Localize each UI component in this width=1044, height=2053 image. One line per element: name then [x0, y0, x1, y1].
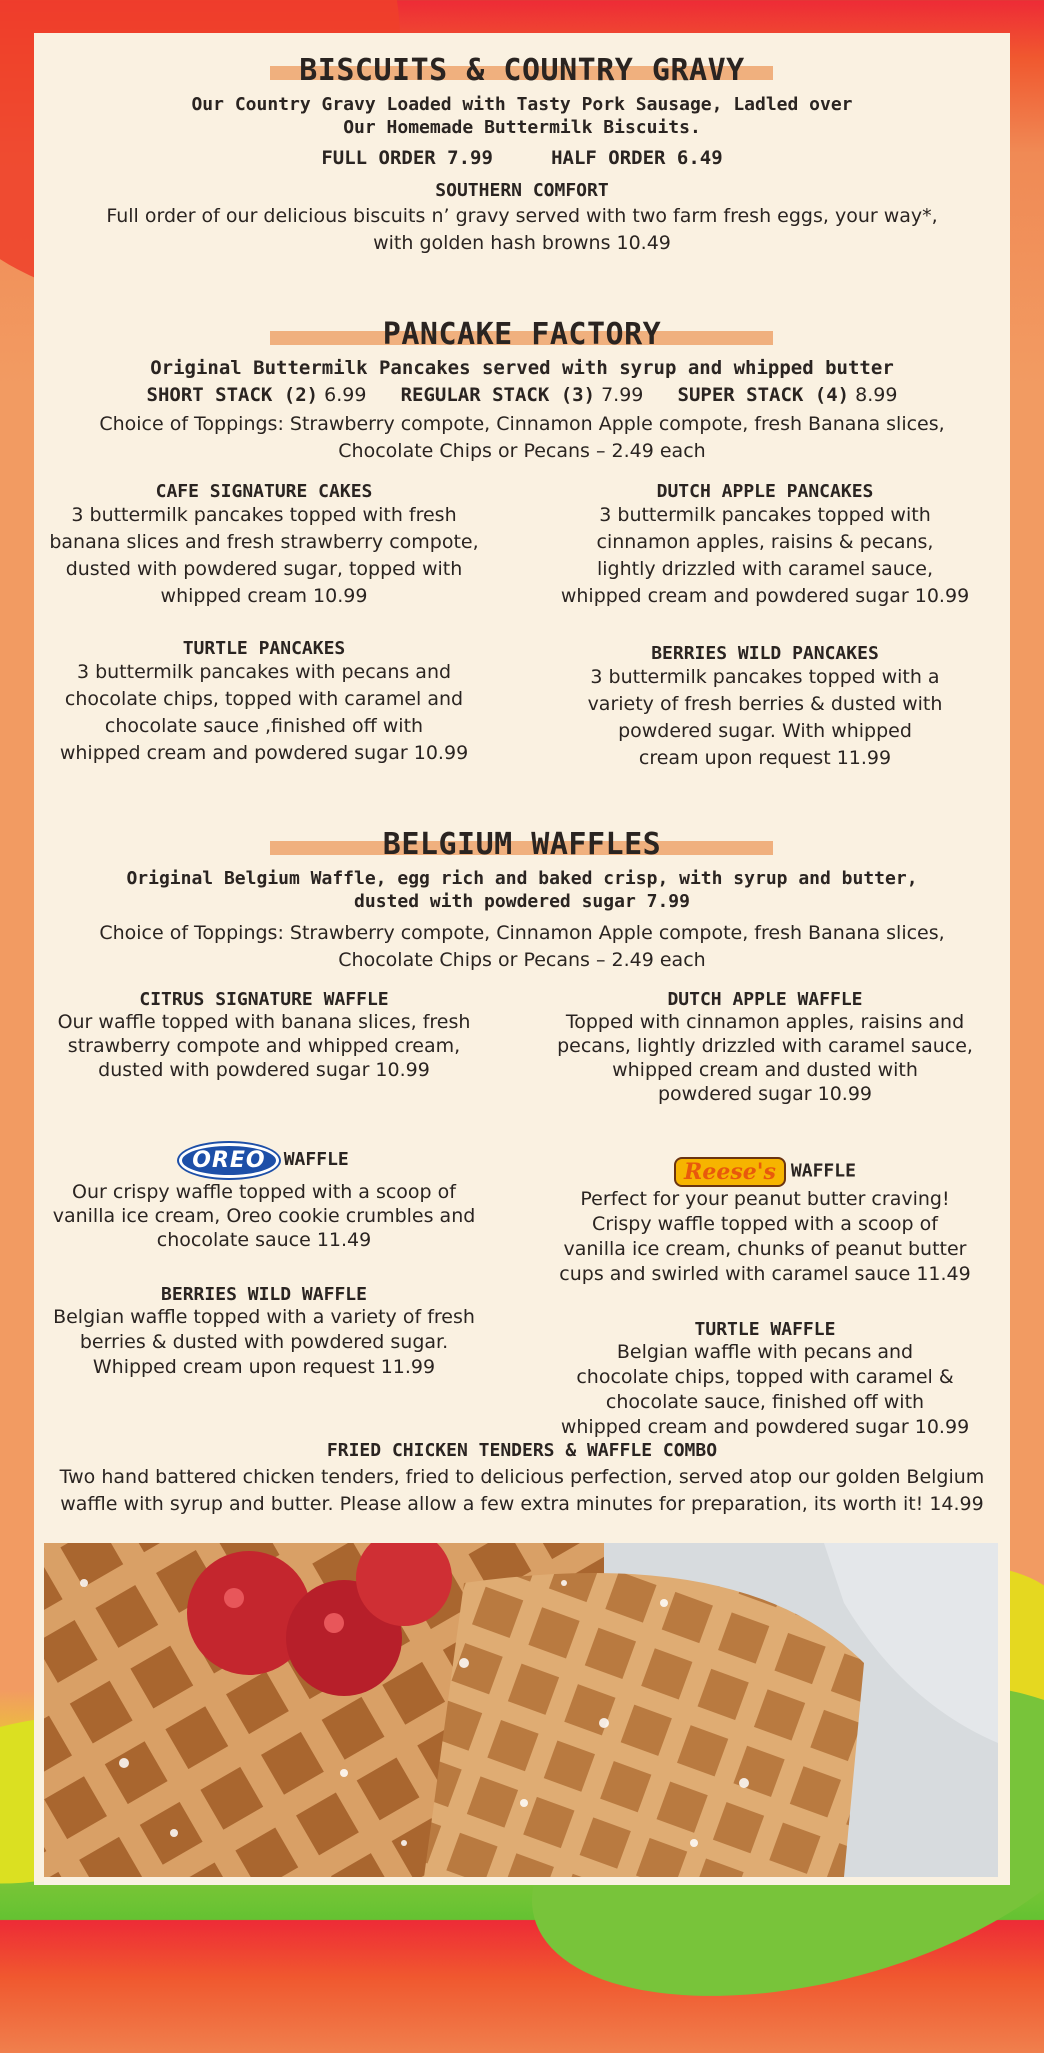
item-line: Belgian waffle topped with a variety of fresh	[53, 1306, 475, 1328]
combo-title: FRIED CHICKEN TENDERS & WAFFLE COMBO	[326, 1440, 718, 1461]
biscuits-order-sizes	[34, 147, 1010, 169]
item-title: TURTLE WAFFLE	[694, 1319, 836, 1340]
southern-comfort-line: with golden hash browns 10.49	[373, 232, 671, 254]
item-line: pecans, lightly drizzled with caramel sauce,	[557, 1035, 973, 1057]
waffles-description	[34, 867, 1010, 913]
menu-item-dutch-apple-waffle	[540, 989, 990, 1106]
half-order-price: HALF ORDER 6.49	[551, 147, 723, 169]
item-line: whipped cream and dusted with	[612, 1059, 918, 1081]
menu-item-citrus-signature-waffle	[44, 989, 484, 1082]
item-line: cream upon request 11.99	[638, 747, 892, 769]
short-stack-price: 6.99	[324, 384, 367, 406]
item-line: cups and swirled with caramel sauce 11.49	[559, 1263, 971, 1285]
southern-comfort-description	[34, 203, 1010, 257]
oreo-logo: OREO	[179, 1143, 278, 1178]
menu-item-berries-wild-waffle	[44, 1284, 484, 1380]
combo-line: Two hand battered chicken tenders, fried to delicious perfection, served atop our golden Belgium	[59, 1466, 985, 1488]
item-line: Our crispy waffle topped with a scoop of	[72, 1181, 456, 1203]
item-line: 3 buttermilk pancakes with pecans and	[76, 661, 452, 683]
item-line: berries & dusted with powdered sugar.	[79, 1331, 449, 1353]
waffles-desc-line: dusted with powdered sugar 7.99	[354, 891, 690, 912]
southern-comfort-title: SOUTHERN COMFORT	[435, 180, 609, 201]
short-stack-label: SHORT STACK (2)	[146, 384, 319, 406]
reeses-logo: Reese's	[674, 1157, 786, 1187]
biscuits-desc-line: Our Homemade Buttermilk Biscuits.	[343, 117, 701, 138]
item-line: whipped cream 10.99	[160, 585, 368, 607]
menu-item-cafe-signature-cakes	[44, 481, 484, 610]
menu-item-berries-wild-pancakes	[540, 643, 990, 772]
biscuits-section-title: BISCUITS & COUNTRY GRAVY	[299, 53, 745, 88]
toppings-line: Chocolate Chips or Pecans – 2.49 each	[338, 949, 706, 971]
toppings-line: Choice of Toppings: Strawberry compote, Cinnamon Apple compote, fresh Banana slices,	[99, 413, 945, 435]
item-line: 3 buttermilk pancakes topped with a	[590, 666, 940, 688]
item-line: whipped cream and powdered sugar 10.99	[560, 585, 970, 607]
item-line: strawberry compote and whipped cream,	[67, 1035, 461, 1057]
regular-stack-label: REGULAR STACK (3)	[400, 384, 596, 406]
item-line: 3 buttermilk pancakes topped with fresh	[71, 504, 457, 526]
item-line: variety of fresh berries & dusted with	[587, 693, 943, 715]
item-line: lightly drizzled with caramel sauce,	[596, 558, 933, 580]
item-line: powdered sugar. With whipped	[618, 720, 912, 742]
item-line: Perfect for your peanut butter craving!	[580, 1188, 950, 1210]
item-title: CAFE SIGNATURE CAKES	[155, 481, 373, 502]
menu-item-dutch-apple-pancakes	[540, 481, 990, 610]
item-line: chocolate chips, topped with caramel and	[64, 688, 464, 710]
item-line: cinnamon apples, raisins & pecans,	[596, 531, 934, 553]
item-line: vanilla ice cream, Oreo cookie crumbles and	[52, 1205, 476, 1227]
item-title: WAFFLE	[790, 1160, 856, 1182]
toppings-line: Chocolate Chips or Pecans – 2.49 each	[338, 440, 706, 462]
combo-line: waffle with syrup and butter. Please allow a few extra minutes for preparation, its worth it! 14.99	[60, 1493, 984, 1515]
item-title: CITRUS SIGNATURE WAFFLE	[139, 989, 389, 1010]
menu-item-turtle-waffle	[540, 1319, 990, 1440]
item-title: BERRIES WILD WAFFLE	[161, 1284, 367, 1305]
item-title: TURTLE PANCAKES	[182, 638, 346, 659]
super-stack-price: 8.99	[855, 384, 898, 406]
item-line: dusted with powdered sugar, topped with	[65, 558, 463, 580]
item-line: chocolate sauce 11.49	[156, 1229, 372, 1251]
biscuits-description	[34, 93, 1010, 139]
item-line: whipped cream and powdered sugar 10.99	[59, 742, 469, 764]
item-line: Crispy waffle topped with a scoop of	[592, 1213, 938, 1235]
waffle-toppings	[34, 920, 1010, 974]
item-line: Belgian waffle with pecans and	[616, 1341, 914, 1363]
southern-comfort-line: Full order of our delicious biscuits n’ gravy served with two farm fresh eggs, your way*,	[106, 205, 938, 227]
waffles-section-title: BELGIUM WAFFLES	[382, 827, 662, 862]
item-title: WAFFLE	[283, 1149, 349, 1170]
waffle-photo	[44, 1543, 998, 1877]
full-order-price: FULL ORDER 7.99	[321, 147, 493, 169]
item-title: DUTCH APPLE PANCAKES	[656, 481, 874, 502]
pancake-section-title: PANCAKE FACTORY	[382, 317, 662, 352]
item-line: Topped with cinnamon apples, raisins and	[565, 1011, 965, 1033]
pancake-stack-prices	[34, 384, 1010, 406]
menu-item-oreo-waffle	[44, 1143, 484, 1252]
combo-description	[34, 1464, 1010, 1518]
item-line: Whipped cream upon request 11.99	[92, 1356, 436, 1378]
item-line: banana slices and fresh strawberry compote,	[49, 531, 479, 553]
item-line: chocolate sauce, finished off with	[605, 1391, 925, 1413]
pancakes-description: Original Buttermilk Pancakes served with syrup and whipped butter	[150, 357, 894, 379]
item-line: vanilla ice cream, chunks of peanut butter	[563, 1238, 967, 1260]
item-title: BERRIES WILD PANCAKES	[651, 643, 879, 664]
item-line: dusted with powdered sugar 10.99	[98, 1059, 430, 1081]
item-title: DUTCH APPLE WAFFLE	[667, 989, 863, 1010]
biscuits-desc-line: Our Country Gravy Loaded with Tasty Pork Sausage, Ladled over	[191, 94, 853, 115]
waffle-photo-illustration	[44, 1543, 998, 1877]
menu-item-turtle-pancakes	[44, 638, 484, 767]
menu-card	[34, 33, 1010, 1885]
item-line: 3 buttermilk pancakes topped with	[599, 504, 931, 526]
item-line: powdered sugar 10.99	[657, 1083, 873, 1105]
item-line: Our waffle topped with banana slices, fresh	[57, 1011, 471, 1033]
item-line: chocolate sauce ,finished off with	[104, 715, 424, 737]
menu-item-reeses-waffle	[540, 1157, 990, 1287]
regular-stack-price: 7.99	[601, 384, 644, 406]
toppings-line: Choice of Toppings: Strawberry compote, Cinnamon Apple compote, fresh Banana slices,	[99, 922, 945, 944]
super-stack-label: SUPER STACK (4)	[677, 384, 850, 406]
waffles-desc-line: Original Belgium Waffle, egg rich and baked crisp, with syrup and butter,	[126, 868, 918, 889]
pancake-toppings	[34, 411, 1010, 465]
item-line: whipped cream and powdered sugar 10.99	[560, 1416, 970, 1438]
item-line: chocolate chips, topped with caramel &	[576, 1366, 954, 1388]
